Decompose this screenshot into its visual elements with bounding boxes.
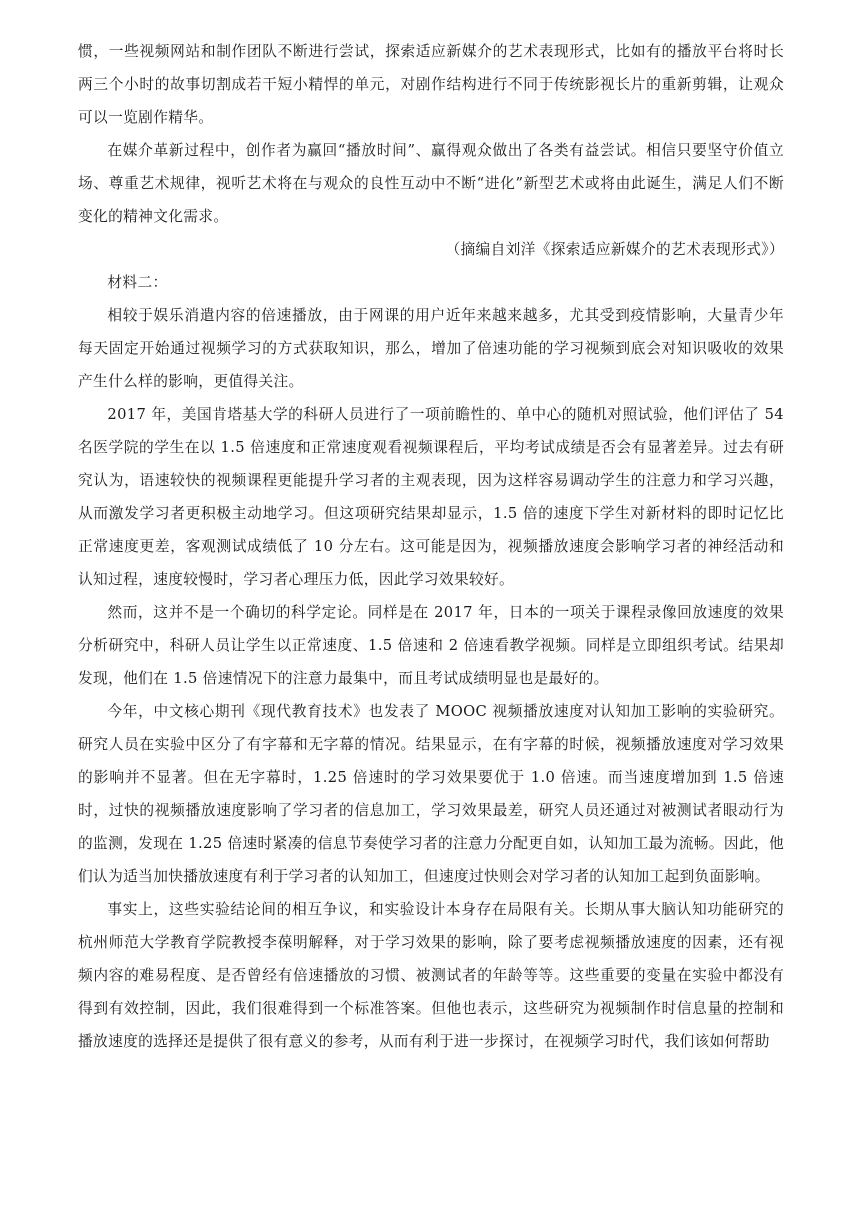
paragraph-continuation: 惯，一些视频网站和制作团队不断进行尝试，探索适应新媒介的艺术表现形式，比如有的播放平台将时长两三个小时的故事切割成若干短小精悍的单元，对剧作结构进行不同于传统影视长片的重新剪辑，让观众可以一览剧作精华。 [78,43,784,126]
material-two-heading: 材料二： [107,274,168,291]
paragraph-mooc-study: 今年，中文核心期刊《现代教育技术》也发表了 MOOC 视频播放速度对认知加工影响的实验研究。研究人员在实验中区分了有字幕和无字幕的情况。结果显示，在有字幕的时候，视频播放速度对学习效果的影响并不显著。但在无字幕时，1.25 倍速时的学习效果要优于 1.0 倍速。而当速度增加到 1.5 倍速时，过快的视频播放速度影响了学习者的信息加工，学习效果最差，研究人员还通过对被测试者眼动行为的监测，发现在 1.25 倍速时紧凑的信息节奏使学习者的注意力分配更自如，认知加工最为流畅。因此，他们认为适当加快播放速度有利于学习者的认知加工，但速度过快则会对学习者的认知加工起到负面影响。 [78,703,784,885]
document-page [78,35,784,1058]
paragraph-conclusion: 事实上，这些实验结论间的相互争议，和实验设计本身存在局限有关。长期从事大脑认知功能研究的杭州师范大学教育学院教授李葆明解释，对于学习效果的影响，除了要考虑视频播放速度的因素，还有视频内容的难易程度、是否曾经有倍速播放的习惯、被测试者的年龄等等。这些重要的变量在实验中都没有得到有效控制，因此，我们很难得到一个标准答案。但他也表示，这些研究为视频制作时信息量的控制和播放速度的选择还是提供了很有意义的参考，从而有利于进一步探讨，在视频学习时代，我们该如何帮助 [78,901,784,1050]
paragraph-speed-learning: 相较于娱乐消遣内容的倍速播放，由于网课的用户近年来越来越多，尤其受到疫情影响，大量青少年每天固定开始通过视频学习的方式获取知识，那么，增加了倍速功能的学习视频到底会对知识吸收的效果产生什么样的影响，更值得关注。 [78,307,784,390]
source-citation: （摘编自刘洋《探索适应新媒介的艺术表现形式》） [445,241,784,258]
paragraph-japan-study: 然而，这并不是一个确切的科学定论。同样是在 2017 年，日本的一项关于课程录像回放速度的效果分析研究中，科研人员让学生以正常速度、1.5 倍速和 2 倍速看教学视频。同样是立即组织考试。结果却发现，他们在 1.5 倍速情况下的注意力最集中，而且考试成绩明显也是最好的。 [78,604,784,687]
paragraph-media-innovation: 在媒介革新过程中，创作者为赢回“播放时间”、赢得观众做出了各类有益尝试。相信只要坚守价值立场、尊重艺术规律，视听艺术将在与观众的良性互动中不断“进化”新型艺术或将由此诞生，满足人们不断变化的精神文化需求。 [78,142,784,225]
paragraph-kentucky-study: 2017 年，美国肯塔基大学的科研人员进行了一项前瞻性的、单中心的随机对照试验，他们评估了 54 名医学院的学生在以 1.5 倍速度和正常速度观看视频课程后，平均考试成绩是否会有显著差异。过去有研究认为，语速较快的视频课程更能提升学习者的主观表现，因为这样容易调动学生的注意力和学习兴趣，从而激发学习者更积极主动地学习。但这项研究结果却显示，1.5 倍的速度下学生对新材料的即时记忆比正常速度更差，客观测试成绩低了 10 分左右。这可能是因为，视频播放速度会影响学习者的神经活动和认知过程，速度较慢时，学习者心理压力低，因此学习效果较好。 [78,406,784,588]
